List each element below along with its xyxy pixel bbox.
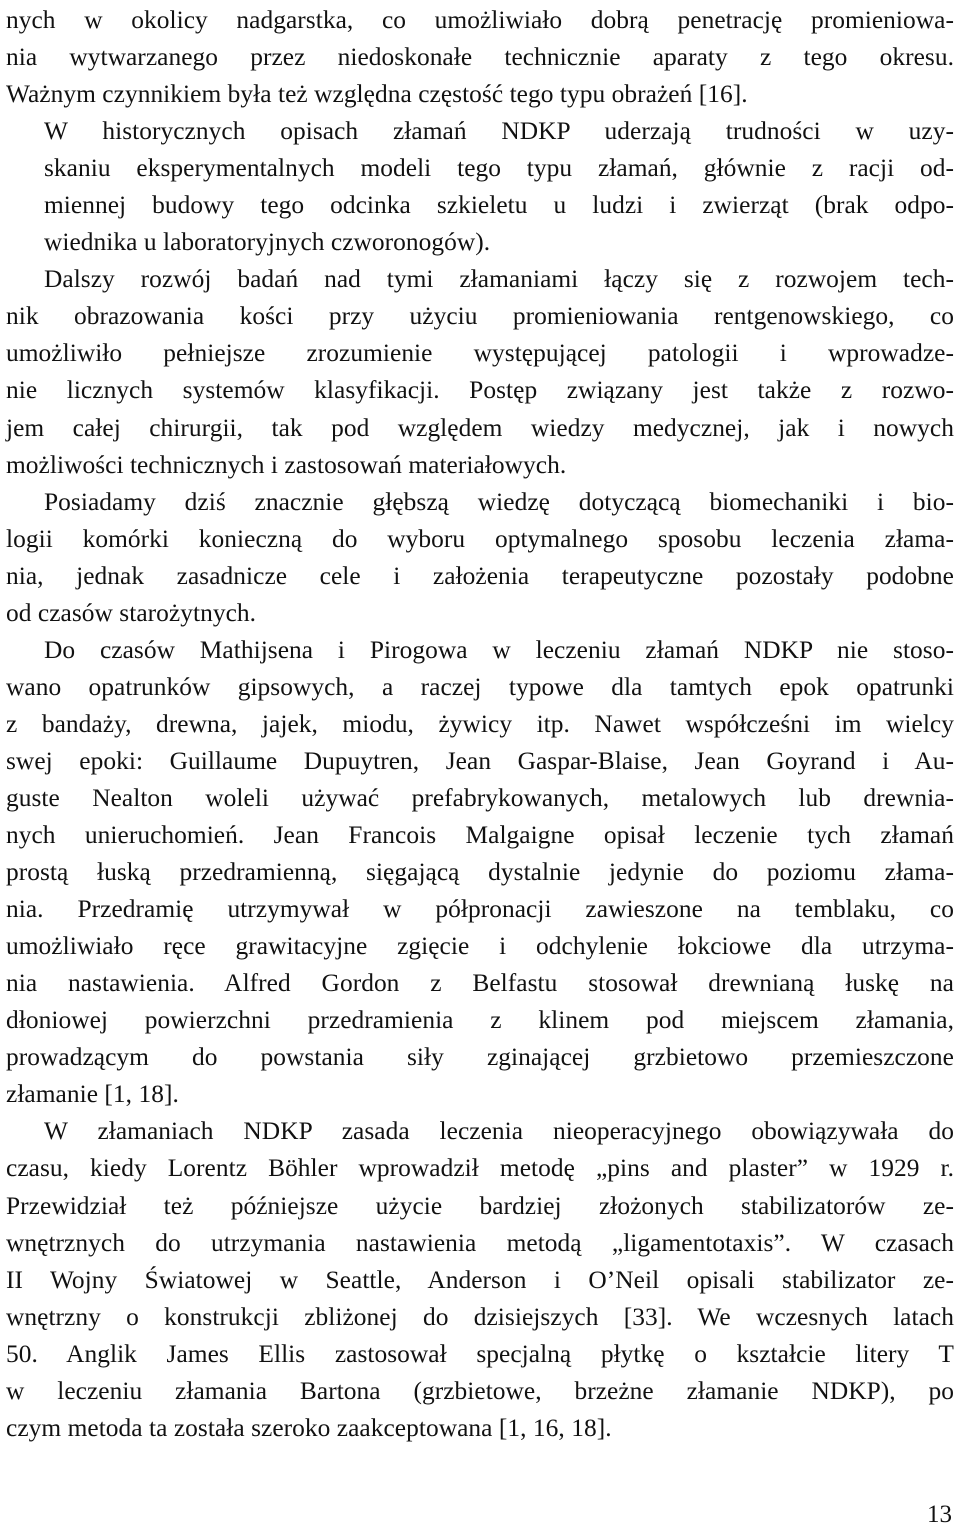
text-line: umożliwiło pełniejsze zrozumienie występującej patologii i wprowadze- xyxy=(6,339,954,368)
text-line: nia wytwarzanego przez niedoskonałe technicznie aparaty z tego okresu. xyxy=(6,43,954,72)
text-line: miennej budowy tego odcinka szkieletu u ludzi i zwierząt (brak odpo- xyxy=(44,191,954,220)
body-text xyxy=(6,2,954,1447)
text-line: Posiadamy dziś znacznie głębszą wiedzę dotyczącą biomechaniki i bio- xyxy=(44,487,954,516)
text-line: W historycznych opisach złamań NDKP uderzają trudności w uzy- xyxy=(44,117,954,146)
text-line: Dalszy rozwój badań nad tymi złamaniami łączy się z rozwojem tech- xyxy=(44,265,954,294)
text-line: skaniu eksperymentalnych modeli tego typu złamań, głównie z racji od- xyxy=(44,154,954,183)
text-line: II Wojny Światowej w Seattle, Anderson i O’Neil opisali stabilizator ze- xyxy=(6,1265,954,1294)
text-line: wano opatrunków gipsowych, a raczej typowe dla tamtych epok opatrunki xyxy=(6,672,954,701)
text-line: możliwości technicznych i zastosowań materiałowych. xyxy=(6,450,567,479)
text-line: nia, jednak zasadnicze cele i założenia terapeutyczne pozostały podobne xyxy=(6,561,954,590)
text-line: z bandaży, drewna, jajek, miodu, żywicy itp. Nawet współcześni im wielcy xyxy=(6,709,954,738)
text-line: w leczeniu złamania Bartona (grzbietowe, brzeżne złamanie NDKP), po xyxy=(6,1376,954,1405)
text-line: nych w okolicy nadgarstka, co umożliwiało dobrą penetrację promieniowa- xyxy=(6,6,954,34)
text-line: umożliwiało ręce grawitacyjne zgięcie i odchylenie łokciowe dla utrzyma- xyxy=(6,932,954,961)
text-line: wnętrznych do utrzymania nastawienia metodą „ligamentotaxis”. W czasach xyxy=(6,1228,954,1257)
text-line: swej epoki: Guillaume Dupuytren, Jean Gaspar-Blaise, Jean Goyrand i Au- xyxy=(6,746,954,775)
text-line: 50. Anglik James Ellis zastosował specjalną płytkę o kształcie litery T xyxy=(6,1339,954,1368)
text-line: nik obrazowania kości przy użyciu promieniowania rentgenowskiego, co xyxy=(6,302,954,331)
text-line: prostą łuską przedramienną, sięgającą dystalnie jedynie do poziomu złama- xyxy=(6,858,954,887)
text-line: Ważnym czynnikiem była też względna częstość tego typu obrażeń [16]. xyxy=(6,80,748,109)
page-number: 13 xyxy=(927,1501,952,1528)
text-line: czym metoda ta została szeroko zaakceptowana [1, 16, 18]. xyxy=(6,1413,612,1442)
text-line: Przewidział też późniejsze użycie bardziej złożonych stabilizatorów ze- xyxy=(6,1191,954,1220)
text-line: nych unieruchomień. Jean Francois Malgaigne opisał leczenie tych złamań xyxy=(6,821,954,850)
text-line: złamanie [1, 18]. xyxy=(6,1080,179,1109)
text-line: dłoniowej powierzchni przedramienia z klinem pod miejscem złamania, xyxy=(6,1006,954,1035)
text-line: guste Nealton woleli używać prefabrykowanych, metalowych lub drewnia- xyxy=(6,783,954,812)
text-line: jem całej chirurgii, tak pod względem wiedzy medycznej, jak i nowych xyxy=(6,413,954,442)
text-line: nie licznych systemów klasyfikacji. Postęp związany jest także z rozwo- xyxy=(6,376,954,405)
text-line: od czasów starożytnych. xyxy=(6,598,257,627)
text-line: czasu, kiedy Lorentz Böhler wprowadził metodę „pins and plaster” w 1929 r. xyxy=(6,1154,954,1183)
text-line: Do czasów Mathijsena i Pirogowa w leczeniu złamań NDKP nie stoso- xyxy=(44,635,954,664)
text-line: logii komórki konieczną do wyboru optymalnego sposobu leczenia złama- xyxy=(6,524,954,553)
text-line: wiednika u laboratoryjnych czworonogów). xyxy=(44,228,491,257)
text-line: wnętrzny o konstrukcji zbliżonej do dzisiejszych [33]. We wczesnych latach xyxy=(6,1302,954,1331)
text-line: prowadzącym do powstania siły zginającej grzbietowo przemieszczone xyxy=(6,1043,954,1072)
text-line: nia. Przedramię utrzymywał w półpronacji zawieszone na temblaku, co xyxy=(6,895,954,924)
text-line: nia nastawienia. Alfred Gordon z Belfastu stosował drewnianą łuskę na xyxy=(6,969,954,998)
text-line: W złamaniach NDKP zasada leczenia nieoperacyjnego obowiązywała do xyxy=(44,1117,954,1146)
